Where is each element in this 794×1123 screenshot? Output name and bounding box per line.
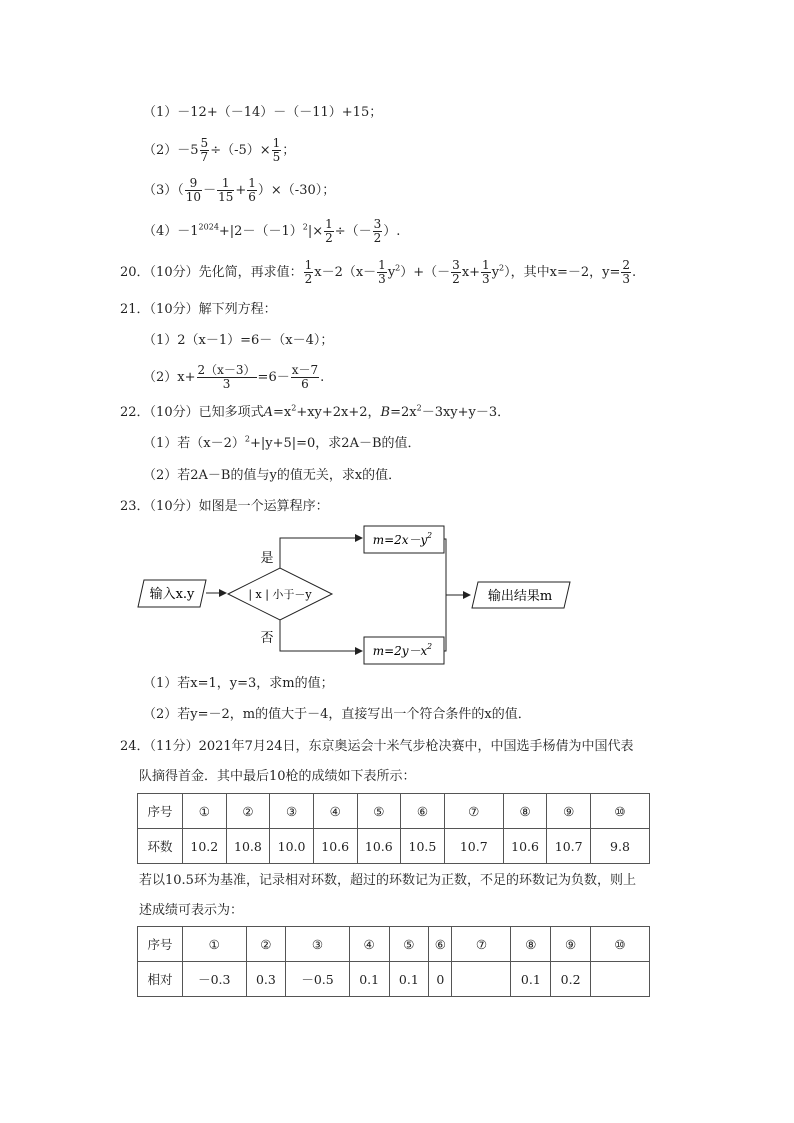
q19-p2-mixed-den: 7 xyxy=(200,150,209,164)
q22-B: B xyxy=(380,405,391,420)
q22-title-d: =2x xyxy=(390,405,417,420)
q19-p4-f2 xyxy=(373,218,383,245)
flow-line-yes xyxy=(280,538,362,568)
q24-mid-line1: 若以10.5环为基准，记录相对环数，超过的环数记为正数，不足的环数记为负数，则上 xyxy=(139,873,636,888)
relative-value-9: 0.2 xyxy=(551,962,591,997)
flow-yes-label: 是 xyxy=(260,551,274,566)
relative-table xyxy=(137,926,650,997)
score-value-5: 10.6 xyxy=(357,829,401,864)
q20-f2-den: 3 xyxy=(378,272,386,286)
q20-f3 xyxy=(451,259,461,286)
flow-box-bottom-exp: 2 xyxy=(427,642,433,651)
q19-p3-f1 xyxy=(185,177,202,204)
q19-p2-mid: ÷（-5）× xyxy=(210,143,271,158)
flow-box-bottom-label: m=2y－x xyxy=(372,644,428,658)
q19-p2-end: ； xyxy=(282,143,296,158)
q24-title-line1: 24．（11分）2021年7月24日，东京奥运会十米气步枪决赛中，中国选手杨倩为中国代表 xyxy=(120,739,634,754)
q19-p2-mixed-num: 5 xyxy=(200,136,209,150)
q19-p4-end: ）. xyxy=(383,224,401,239)
score-value-6: 10.5 xyxy=(401,829,445,864)
q20-a: 20．（10分）先化简，再求值： xyxy=(120,265,303,280)
q21-p2-prefix: （2）x+ xyxy=(143,370,196,385)
q22-part2: （2）若2A－B的值与y的值无关，求x的值． xyxy=(143,468,402,483)
score-table xyxy=(137,793,650,864)
q20-g: y xyxy=(491,265,500,280)
flow-output-label: 输出结果m xyxy=(487,589,553,604)
q22-p1-a: （1）若（x－2） xyxy=(143,436,245,451)
relative-table-header: 序号 xyxy=(138,927,183,962)
q21-part1: （1）2（x－1）=6－（x－4）； xyxy=(143,333,334,348)
q20-f5 xyxy=(621,259,631,286)
score-table-row-values xyxy=(138,829,650,864)
q19-p2-frac-den: 5 xyxy=(272,150,281,164)
relative-label-9: ⑨ xyxy=(551,927,591,962)
q19-p2-frac-num: 1 xyxy=(272,136,281,150)
score-table-row-labels xyxy=(138,794,650,829)
q22-title-c: +xy+2x+2， xyxy=(296,405,381,420)
q20-f5-num: 2 xyxy=(622,258,631,272)
q19-p3-end: ）×（-30）； xyxy=(257,183,336,198)
q21-p2-f1 xyxy=(197,364,257,391)
q20-f4 xyxy=(481,259,491,286)
flow-merge-connector-real xyxy=(444,539,446,651)
q21-title: 21．（10分）解下列方程： xyxy=(120,302,277,317)
score-label-7: ⑦ xyxy=(444,794,503,829)
q21-p2-end: . xyxy=(320,370,325,385)
q20-f4-den: 3 xyxy=(482,272,490,286)
q21-p2-f2-den: 6 xyxy=(301,377,309,391)
q20-e: x+ xyxy=(461,265,481,280)
score-table-row-header: 环数 xyxy=(138,829,183,864)
q22-title-e: －3xy+y－3． xyxy=(421,405,511,420)
q19-p3-f3-den: 6 xyxy=(248,190,256,204)
q19-p3-prefix: （3）（ xyxy=(143,183,184,198)
score-label-8: ⑧ xyxy=(503,794,547,829)
q19-part1: （1）－12+（－14）－（－11）+15； xyxy=(143,105,383,120)
q19-p3-f2-den: 15 xyxy=(218,190,234,204)
relative-value-8: 0.1 xyxy=(511,962,551,997)
relative-value-4: 0.1 xyxy=(349,962,389,997)
q22-exp2: 2 xyxy=(416,403,422,413)
relative-label-8: ⑧ xyxy=(511,927,551,962)
score-table-header: 序号 xyxy=(138,794,183,829)
q21-p2-mid: =6－ xyxy=(257,370,290,385)
q20-f3-num: 3 xyxy=(452,258,460,272)
score-label-2: ② xyxy=(226,794,270,829)
q20-d: ）+（－ xyxy=(400,265,451,280)
q19-p3-f3-num: 1 xyxy=(248,176,256,190)
q22-title-b: =x xyxy=(272,405,292,420)
q19-part4 xyxy=(143,218,400,245)
q23-part1: （1）若x=1，y=3，求m的值； xyxy=(143,676,334,691)
q21-p2-f1-num: 2（x－3） xyxy=(197,363,256,377)
q20-sq1: 2 xyxy=(395,263,401,273)
relative-table-row-header: 相对 xyxy=(138,962,183,997)
score-label-6: ⑥ xyxy=(401,794,445,829)
score-label-9: ⑨ xyxy=(547,794,591,829)
q19-p4-exp: 2024 xyxy=(198,222,219,232)
q19-p3-f3 xyxy=(247,177,257,204)
score-value-8: 10.6 xyxy=(503,829,547,864)
q20-f1 xyxy=(304,259,314,286)
q22-part1 xyxy=(143,434,421,454)
q20-line xyxy=(120,259,636,286)
q20-end: . xyxy=(632,265,637,280)
q24-title-line2: 队摘得首金．其中最后10枪的成绩如下表所示： xyxy=(139,769,416,784)
q21-part2 xyxy=(143,364,324,391)
q21-p2-f1-den: 3 xyxy=(222,377,231,391)
q19-p4-mid2: |× xyxy=(307,224,324,239)
score-value-7: 10.7 xyxy=(444,829,503,864)
q19-p2-frac xyxy=(272,137,282,164)
relative-value-6: 0 xyxy=(429,962,452,997)
relative-label-5: ⑤ xyxy=(389,927,429,962)
q20-c: y xyxy=(387,265,396,280)
q20-f5-den: 3 xyxy=(622,272,631,286)
q22-title xyxy=(120,403,510,423)
score-value-3: 10.0 xyxy=(270,829,314,864)
flow-no-label: 否 xyxy=(260,631,274,646)
q19-p4-f2-den: 2 xyxy=(373,231,382,245)
relative-table-row-labels xyxy=(138,927,650,962)
flow-box-top-exp: 2 xyxy=(427,531,433,540)
q24-mid-line2: 述成绩可表示为： xyxy=(139,903,244,918)
relative-label-1: ① xyxy=(183,927,247,962)
q19-p3-op1: － xyxy=(203,183,217,198)
relative-value-5: 0.1 xyxy=(389,962,429,997)
flowchart xyxy=(130,520,580,670)
q19-p4-prefix: （4）－1 xyxy=(143,224,199,239)
q20-f2 xyxy=(377,259,387,286)
q20-b: x－2（x－ xyxy=(314,265,377,280)
flow-input-label: 输入x.y xyxy=(149,587,195,602)
q19-p3-f1-num: 9 xyxy=(185,177,202,191)
score-value-10: 9.8 xyxy=(591,829,650,864)
q19-p4-mid: +|2－（－1） xyxy=(218,224,303,239)
score-label-5: ⑤ xyxy=(357,794,401,829)
score-value-4: 10.6 xyxy=(313,829,357,864)
relative-table-row-values xyxy=(138,962,650,997)
q20-f3-den: 2 xyxy=(452,272,460,286)
q21-p2-f2 xyxy=(291,364,319,391)
relative-label-2: ② xyxy=(246,927,286,962)
relative-label-7: ⑦ xyxy=(452,927,511,962)
q20-f4-num: 1 xyxy=(482,258,490,272)
relative-label-4: ④ xyxy=(349,927,389,962)
score-label-4: ④ xyxy=(313,794,357,829)
relative-label-3: ③ xyxy=(286,927,350,962)
relative-label-10: ⑩ xyxy=(591,927,650,962)
q21-p2-f2-num: x－7 xyxy=(291,363,319,377)
q23-title: 23．（10分）如图是一个运算程序： xyxy=(120,499,329,514)
q20-sq2: 2 xyxy=(499,263,505,273)
flow-line-no xyxy=(280,620,362,651)
q19-p4-exp2: 2 xyxy=(302,222,308,232)
q19-part2 xyxy=(143,137,295,164)
q19-p2-prefix: （2）－5 xyxy=(143,143,199,158)
flow-condition-label: | x | 小于－y xyxy=(248,588,312,601)
relative-value-2: 0.3 xyxy=(246,962,286,997)
q22-A: A xyxy=(263,405,273,420)
q19-p2-mixed-frac xyxy=(200,137,210,164)
relative-value-1: －0.3 xyxy=(183,962,247,997)
q19-p4-f2-num: 3 xyxy=(373,217,382,231)
relative-value-10 xyxy=(591,962,650,997)
score-label-10: ⑩ xyxy=(591,794,650,829)
q20-f1-num: 1 xyxy=(304,258,313,272)
q20-h: ），其中x=－2，y= xyxy=(504,265,621,280)
q20-f2-num: 1 xyxy=(378,258,386,272)
relative-value-3: －0.5 xyxy=(286,962,350,997)
q22-exp1: 2 xyxy=(291,403,297,413)
q19-p3-f1-den: 10 xyxy=(185,190,202,204)
relative-value-7 xyxy=(452,962,511,997)
q19-p3-f2 xyxy=(217,177,234,204)
score-label-1: ① xyxy=(183,794,227,829)
q19-p4-f1-num: 1 xyxy=(325,217,333,231)
q19-p3-f2-num: 1 xyxy=(217,177,234,191)
q19-p4-mid3: ÷（－ xyxy=(334,224,372,239)
q19-p3-op2: + xyxy=(235,183,247,198)
q19-p4-f1-den: 2 xyxy=(325,231,333,245)
q19-part3 xyxy=(143,177,335,204)
score-label-3: ③ xyxy=(270,794,314,829)
flow-box-top-label: m=2x－y xyxy=(372,533,428,547)
score-value-9: 10.7 xyxy=(547,829,591,864)
relative-label-6: ⑥ xyxy=(429,927,452,962)
score-value-1: 10.2 xyxy=(183,829,227,864)
q23-part2: （2）若y=－2，m的值大于－4，直接写出一个符合条件的x的值． xyxy=(143,707,531,722)
q19-p4-f1 xyxy=(324,218,334,245)
q22-p1-b: +|y+5|=0，求2A－B的值． xyxy=(249,436,421,451)
q20-f1-den: 2 xyxy=(304,272,313,286)
q22-p1-exp: 2 xyxy=(244,434,250,444)
q22-title-a: 22．（10分）已知多项式 xyxy=(120,405,264,420)
score-value-2: 10.8 xyxy=(226,829,270,864)
